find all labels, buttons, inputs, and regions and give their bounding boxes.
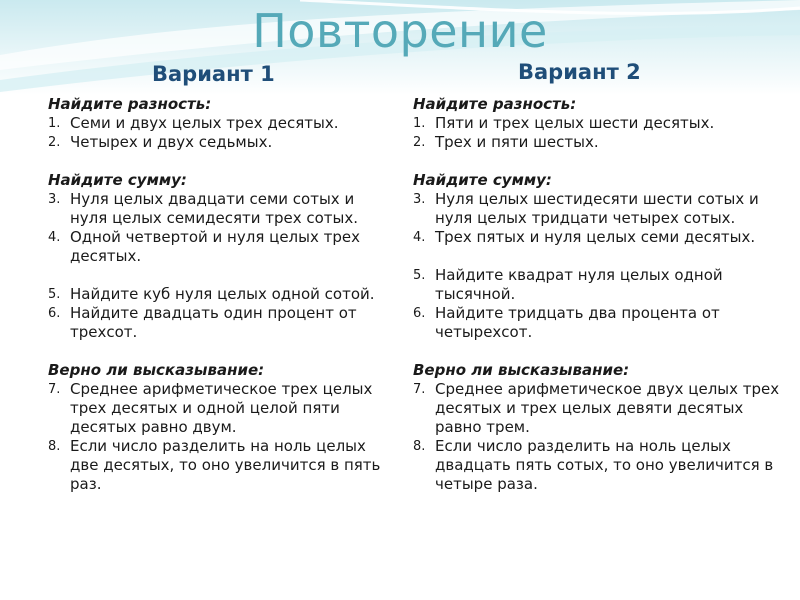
item-number: 8. — [48, 439, 61, 454]
item-text: Одной четвертой и нуля целых трех десятых. — [70, 228, 360, 265]
item-number: 2. — [413, 135, 426, 150]
heading-difference: Найдите разность: — [48, 95, 212, 113]
item-text: Если число разделить на ноль целых двадцать пять сотых, то оно увеличится в четыре раза. — [435, 437, 774, 493]
item-number: 3. — [413, 192, 426, 207]
heading-sum: Найдите сумму: — [48, 171, 187, 189]
heading-difference: Найдите разность: — [413, 95, 577, 113]
heading-sum: Найдите сумму: — [413, 171, 552, 189]
item-text: Нуля целых двадцати семи сотых и нуля целых семидесяти трех сотых. — [70, 190, 359, 227]
item-text: Среднее арифметическое двух целых трех десятых и трех целых девяти десятых равно трем. — [435, 380, 780, 436]
page-title: Повторение — [252, 4, 548, 58]
list-item — [48, 190, 388, 228]
item-number: 1. — [413, 116, 426, 131]
item-text: Найдите квадрат нуля целых одной тысячной. — [435, 266, 723, 303]
list-item — [413, 437, 783, 494]
item-text: Четырех и двух седьмых. — [70, 133, 273, 151]
item-number: 7. — [48, 382, 61, 397]
item-text: Среднее арифметическое трех целых трех десятых и одной целой пяти десятых равно двум. — [70, 380, 373, 436]
item-number: 5. — [48, 287, 61, 302]
variant-1-column — [48, 95, 388, 494]
item-number: 2. — [48, 135, 61, 150]
item-number: 6. — [413, 306, 426, 321]
list-item — [413, 190, 783, 228]
item-text: Нуля целых шестидесяти шести сотых и нуля целых тридцати четырех сотых. — [435, 190, 759, 227]
item-text: Найдите куб нуля целых одной сотой. — [70, 285, 375, 303]
item-text: Найдите двадцать один процент от трехсот. — [70, 304, 357, 341]
list-item — [48, 228, 388, 266]
heading-true-statement: Верно ли высказывание: — [413, 361, 630, 379]
item-number: 3. — [48, 192, 61, 207]
item-number: 7. — [413, 382, 426, 397]
item-number: 8. — [413, 439, 426, 454]
item-number: 4. — [48, 230, 61, 245]
item-number: 4. — [413, 230, 426, 245]
list-item — [413, 114, 783, 133]
item-number: 5. — [413, 268, 426, 283]
item-text: Семи и двух целых трех десятых. — [70, 114, 339, 132]
list-item — [48, 133, 388, 152]
list-item — [48, 380, 388, 437]
list-item — [48, 304, 388, 342]
variant-2-title: Вариант 2 — [518, 60, 641, 84]
list-item — [413, 133, 783, 152]
variant-1-title: Вариант 1 — [152, 62, 275, 86]
list-item — [48, 114, 388, 133]
item-number: 1. — [48, 116, 61, 131]
item-text: Трех и пяти шестых. — [435, 133, 599, 151]
list-item — [413, 266, 783, 304]
item-text: Трех пятых и нуля целых семи десятых. — [435, 228, 756, 246]
item-number: 6. — [48, 306, 61, 321]
list-item — [413, 380, 783, 437]
list-item — [48, 285, 388, 304]
list-item — [413, 228, 783, 247]
item-text: Пяти и трех целых шести десятых. — [435, 114, 715, 132]
variant-2-column — [413, 95, 783, 494]
heading-true-statement: Верно ли высказывание: — [48, 361, 265, 379]
item-text: Найдите тридцать два процента от четырехсот. — [435, 304, 720, 341]
list-item — [413, 304, 783, 342]
item-text: Если число разделить на ноль целых две десятых, то оно увеличится в пять раз. — [70, 437, 381, 493]
list-item — [48, 437, 388, 494]
